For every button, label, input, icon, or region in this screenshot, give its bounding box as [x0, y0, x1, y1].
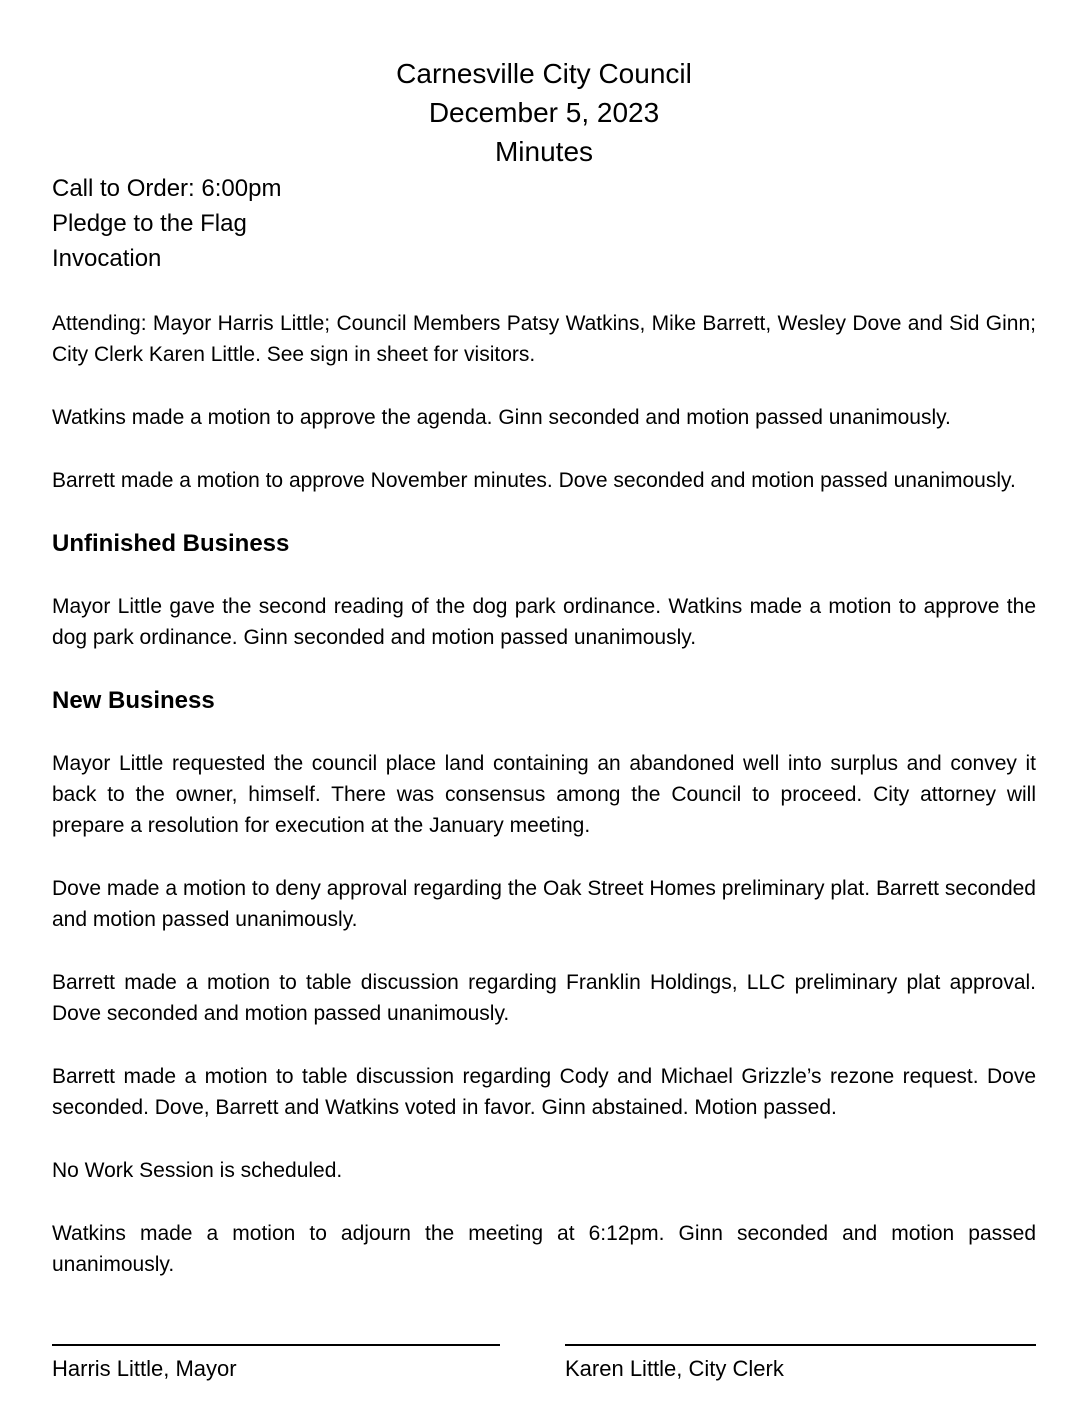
adjourn-paragraph: Watkins made a motion to adjourn the meeting at 6:12pm. Ginn seconded and motion passed unanimously. [52, 1222, 1036, 1276]
new-business-heading: New Business [52, 687, 215, 714]
unfinished-business-heading: Unfinished Business [52, 530, 290, 557]
grizzle-rezone-paragraph: Barrett made a motion to table discussion regarding Cody and Michael Grizzle’s rezone request. Dove seconded. Dove, Barrett and Watkins voted in favor. Ginn abstained. Motion passed. [52, 1065, 1036, 1119]
dog-park-ordinance-paragraph: Mayor Little gave the second reading of the dog park ordinance. Watkins made a motion to approve the dog park ordinance. Ginn seconded and motion passed unanimously. [52, 595, 1036, 649]
agenda-motion-paragraph: Watkins made a motion to approve the agenda. Ginn seconded and motion passed unanimously. [52, 406, 951, 429]
mayor-signature [52, 1344, 500, 1384]
work-session-paragraph: No Work Session is scheduled. [52, 1159, 343, 1182]
invocation-line: Invocation [52, 245, 162, 272]
clerk-signature-label: Karen Little, City Clerk [565, 1356, 784, 1381]
clerk-signature-line [565, 1344, 1036, 1346]
call-to-order-line: Call to Order: 6:00pm [52, 175, 282, 202]
document-date: December 5, 2023 [428, 97, 660, 128]
opening-lines [52, 171, 1036, 276]
document-title: Carnesville City Council [396, 58, 692, 89]
november-minutes-motion-paragraph: Barrett made a motion to approve November minutes. Dove seconded and motion passed unanimously. [52, 469, 1016, 492]
mayor-signature-line [52, 1344, 500, 1346]
document-subtitle: Minutes [494, 136, 594, 167]
pledge-line: Pledge to the Flag [52, 210, 247, 237]
surplus-land-paragraph: Mayor Little requested the council place land containing an abandoned well into surplus and convey it back to the owner, himself. There was consensus among the Council to proceed. City attorney will prepare a resolution for execution at the January meeting. [52, 752, 1036, 837]
document-header [52, 54, 1036, 171]
clerk-signature [565, 1344, 1036, 1384]
signature-block [52, 1344, 1036, 1384]
franklin-holdings-paragraph: Barrett made a motion to table discussion regarding Franklin Holdings, LLC preliminary plat approval. Dove seconded and motion passed unanimously. [52, 971, 1036, 1025]
attendance-paragraph: Attending: Mayor Harris Little; Council Members Patsy Watkins, Mike Barrett, Wesley Dove and Sid Ginn; City Clerk Karen Little. See sign in sheet for visitors. [52, 312, 1036, 366]
oak-street-plat-paragraph: Dove made a motion to deny approval regarding the Oak Street Homes preliminary plat. Barrett seconded and motion passed unanimously. [52, 877, 1036, 931]
mayor-signature-label: Harris Little, Mayor [52, 1356, 237, 1381]
